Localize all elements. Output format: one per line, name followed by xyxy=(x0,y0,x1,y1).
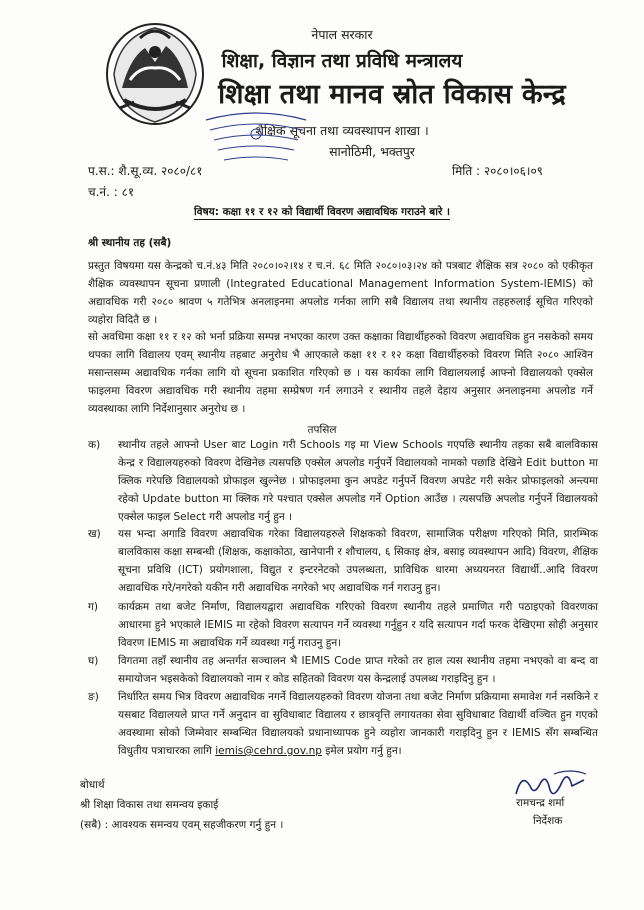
subject-line xyxy=(0,205,644,219)
list-item-marker: ङ) xyxy=(88,691,99,703)
list-item-text: स्थानीय तहले आफ्नो User बाट Login गरी Schools गइ मा View Schools गएपछि स्थानीय तहका सबै बालविकास केन्द्र र विद्यालयहरुको विवरण देखिनेछ त्यसपछि एक्सेल अपलोड गर्नुपर्ने विद्यालयको नामको पछाडि देखिने Edit button मा क्लिक गरेपछि विद्यालयको प्रोफाइल खुल्नेछ । प्रोफाइलमा कुन अपडेट गर्नुपर्ने विवरण अपडेट गरी सकेर प्रोफाइलको अन्त्यमा रहेको Update button मा क्लिक गरे पश्चात एक्सेल अपलोड गर्ने Option आउँछ । त्यसपछि अपलोड गर्नुपर्ने विद्यालयको एक्सेल फाइल Select गरी अपलोड गर्नु हुन । xyxy=(118,439,598,523)
cc-note: (सबै) : आवश्यक समन्वय एवम् सहजीकरण गर्नु हुन । xyxy=(80,819,284,831)
list-item-text-part: इमेल प्रयोग गर्नु हुन। xyxy=(321,745,402,757)
list-item-marker: ग) xyxy=(88,601,99,613)
list-item-text: विगतमा तहाँ स्थानीय तह अन्तर्गत सञ्चालन भै IEMIS Code प्राप्त गरेको तर हाल त्यस स्थानीय तहमा नभएको वा बन्द वा समायोजन भइसकेको विद्यालयको नाम र कोड सहितको विवरण यस केन्द्रलाई उपलब्ध गराइदिनु हुन । xyxy=(118,655,598,685)
list-item xyxy=(88,598,598,652)
section-name: शैक्षिक सूचना तथा व्यवस्थापन शाखा । xyxy=(255,123,429,138)
contact-email-link[interactable]: iemis@cehrd.gov.np xyxy=(215,745,322,757)
list-item-text: कार्यक्रम तथा बजेट निर्माण, विद्यालयद्वारा अद्यावधिक गरिएको विवरण स्थानीय तहले प्रमाणित गरी पठाइएको विवरणका आधारमा हुने भएकाले IEMIS मा रहेको विवरण सत्यापन गर्ने व्यवस्था गर्नुहुन र यदि सत्यापन गर्दा फरक देखिएमा सोही अनुसार विवरण IEMIS मा अद्यावधिक गर्ने व्यवस्था गर्नु गराउनु हुन। xyxy=(118,601,598,649)
signer-name: रामचन्द्र शर्मा xyxy=(516,797,565,809)
list-item xyxy=(88,652,598,688)
government-name: नेपाल सरकार xyxy=(311,27,373,42)
office-address: सानोठिमी, भक्तपुर xyxy=(329,144,415,159)
annex-heading: तपसिल xyxy=(307,424,337,436)
ministry-name: शिक्षा, विज्ञान तथा प्रविधि मन्त्रालय xyxy=(221,50,463,72)
dispatch-number: च.नं. : ८१ xyxy=(88,185,135,199)
signer-designation: निर्देशक xyxy=(533,815,563,827)
office-seal-stamp-icon xyxy=(196,112,316,174)
list-item-text-part: निर्धारित समय भित्र विवरण अद्यावधिक नगर्ने विद्यालयहरुको विवरण योजना तथा बजेट निर्माण प्रक्रियामा समावेश गर्न नसकिने र यसबाट विद्यालयले प्राप्त गर्ने अनुदान वा सुविधाबाट विद्यालय र छात्रवृत्ति लगायतका सेवा सुविधाबाट विद्यार्थी वञ्चित हुन गएको अवस्थामा सोको जिम्मेवार सम्बन्धित विद्यालयको प्रधानाध्यापक हुने व्यहोरा जानकारी गराइदिनु हुन र IEMIS सँग सम्बन्धित विधुतीय पत्राचारका लागि xyxy=(118,691,598,757)
subject-text: विषय: कक्षा ११ र १२ को विद्यार्थी विवरण अद्यावधिक गराउने बारे । xyxy=(194,206,450,218)
body-paragraph-1: प्रस्तुत विषयमा यस केन्द्रको च.नं.४३ मिति २०८०।०२।१४ र च.नं. ६८ मिति २०८०।०३।२४ को पत्रबाट शैक्षिक सत्र २०८० को एकीकृत शैक्षिक व्यवस्थापन सूचना प्रणाली (Integrated Educational Management Information System-IEMIS) को अद्यावधिक गरी २०८० श्रावण ५ गतेभित्र अनलाइनमा अपलोड गर्नका लागि सबै विद्यालय तथा स्थानीय तहहरुलाई सूचित गरिएको व्यहोरा विदितै छ । xyxy=(88,260,593,326)
body-paragraph-2: सो अवधिमा कक्षा ११ र १२ को भर्ना प्रक्रिया सम्पन्न नभएका कारण उक्त कक्षाका विद्यार्थीहरुको विवरण अद्यावधिक हुन नसकेको समय थपका लागि विद्यालय एवम् स्थानीय तहबाट अनुरोध भै आएकाले कक्षा ११ र १२ कक्षा विद्यार्थीहरुको विवरण मिति २०८० आश्विन मसान्तसम्म अद्यावधिक गर्नका लागि यो सूचना प्रकाशित गरिएको छ । यस कार्यका लागि विद्यालयलाई आफ्नो विद्यालयको एक्सेल फाइलमा विवरण अद्यावधिक गरी स्थानीय तहमा सम्प्रेषण गर्न लगाउने र स्थानीय तहले देहाय अनुसार अनलाइनमा अपलोड गर्ने व्यवस्थाका लागि निर्देशानुसार अनुरोध छ । xyxy=(88,331,593,415)
list-item xyxy=(88,688,598,760)
list-item-marker: क) xyxy=(88,439,101,451)
centre-name: शिक्षा तथा मानव स्रोत विकास केन्द्र xyxy=(218,79,566,110)
list-item xyxy=(88,525,598,597)
recipient: श्री स्थानीय तह (सबै) xyxy=(88,237,172,249)
cc-label: बोधार्थ xyxy=(80,779,105,791)
list-item-marker: घ) xyxy=(88,655,99,667)
letter-date: मिति : २०८०।०६।०९ xyxy=(452,164,543,178)
list-item-marker: ख) xyxy=(88,528,101,540)
reference-number: प.स.: शै.सू.व्य. २०८०/८१ xyxy=(88,164,203,178)
list-item-text xyxy=(118,688,598,760)
list-item xyxy=(88,436,598,526)
cc-recipient: श्री शिक्षा विकास तथा समन्वय इकाई xyxy=(80,799,219,811)
list-item-text: यस भन्दा अगाडि विवरण अद्यावधिक गरेका विद्यालयहरुले शिक्षकको विवरण, सामाजिक परीक्षण गरिएको मिति, प्रारम्भिक बालविकास कक्षा सम्बन्धी (शिक्षक, कक्षाकोठा, खानेपानी र शौचालय, ६ सिकाइ क्षेत्र, बसाइ व्यवस्थापन आदि) विवरण, शैक्षिक सूचना प्रविधि (ICT) प्रयोगशाला, विद्युत र इन्टरनेटको उपलब्धता, प्राविधिक धारमा अध्ययनरत विद्यार्थी..आदि विवरण अद्यावधिक गरे/नगरेको यकीन गरी अद्यावधिक नगरेको भए अद्यावधिक गर्न गराउनु हुन। xyxy=(118,528,598,594)
